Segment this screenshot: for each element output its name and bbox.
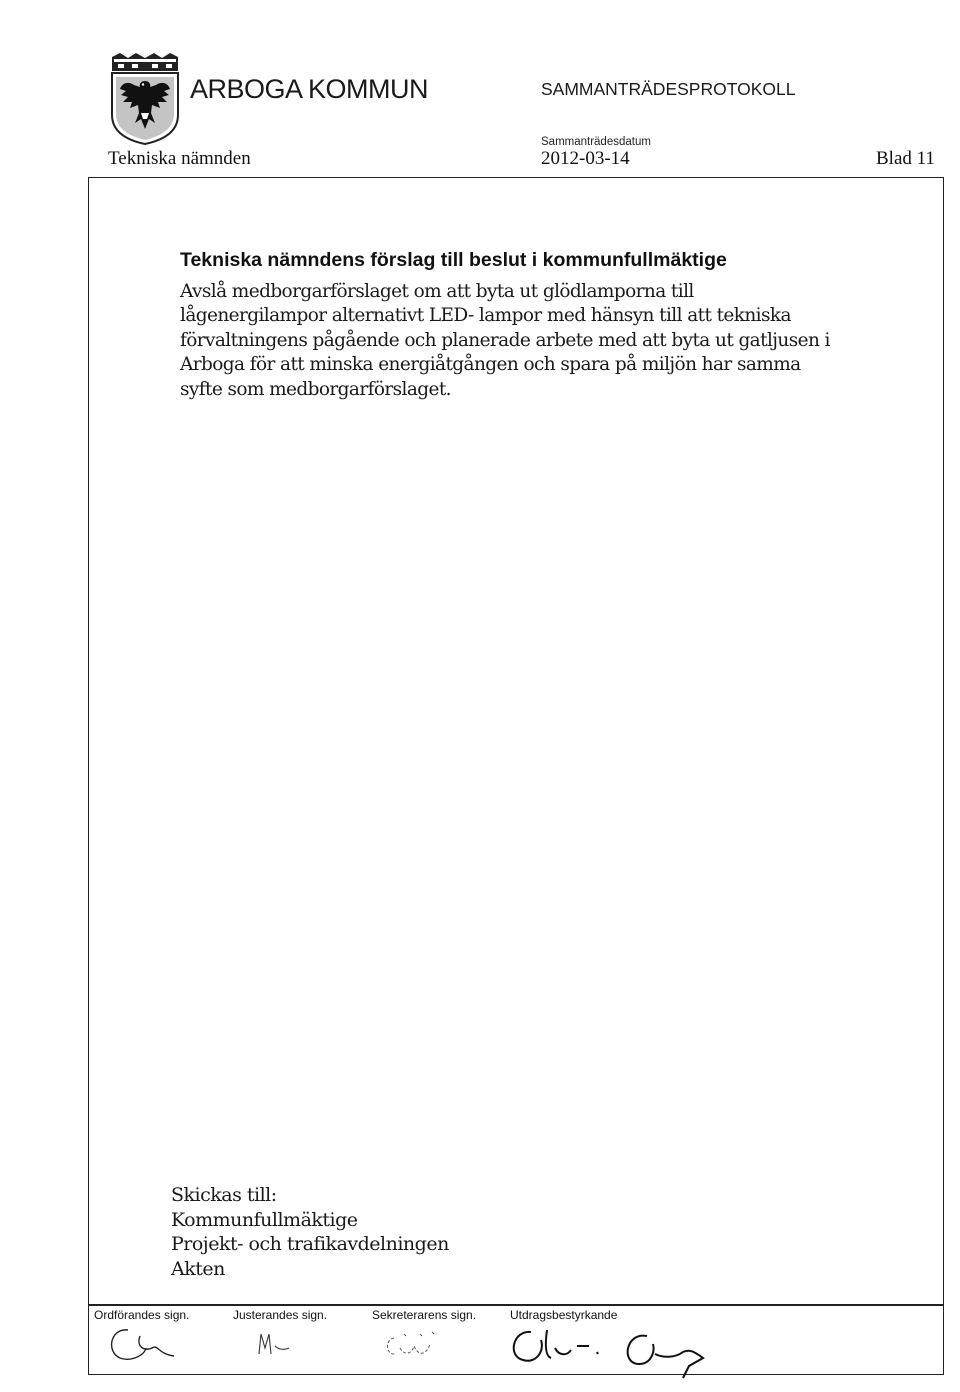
- arboga-coat-of-arms-icon: [108, 53, 182, 145]
- distribution-recipient: Kommunfullmäktige: [171, 1208, 358, 1231]
- meeting-date: 2012-03-14: [541, 148, 630, 169]
- proposal-line: förvaltningens pågående och planerade arbete med att byta ut gatljusen i: [180, 329, 830, 351]
- proposal-body: [180, 280, 860, 402]
- organization-name: ARBOGA KOMMUN: [190, 74, 429, 104]
- chair-signature-label: Ordförandes sign.: [94, 1308, 190, 1322]
- extract-certification-label: Utdragsbestyrkande: [510, 1308, 618, 1322]
- meeting-date-label: Sammanträdesdatum: [541, 136, 651, 148]
- page-number: Blad 11: [876, 148, 935, 169]
- proposal-line: lågenergilampor alternativt LED- lampor med hänsyn till att tekniska: [180, 305, 791, 327]
- adjuster-signature-label: Justerandes sign.: [233, 1308, 328, 1322]
- proposal-line: Arboga för att minska energiåtgången och spara på miljön har samma: [180, 354, 801, 376]
- adjuster-signature-scribble: [255, 1330, 315, 1360]
- proposal-line: syfte som medborgarförslaget.: [180, 378, 451, 400]
- distribution-recipient: Projekt- och trafikavdelningen: [171, 1233, 449, 1255]
- secretary-signature-scribble: [380, 1328, 450, 1364]
- secretary-signature-label: Sekreterarens sign.: [372, 1308, 477, 1322]
- department-name: Tekniska nämnden: [108, 148, 251, 169]
- document-type: SAMMANTRÄDESPROTOKOLL: [541, 79, 796, 99]
- signature-divider: [88, 1304, 944, 1306]
- distribution-list: [171, 1183, 449, 1281]
- proposal-line: Avslå medborgarförslaget om att byta ut glödlamporna till: [180, 281, 694, 302]
- chair-signature-scribble: [100, 1322, 180, 1372]
- distribution-label: Skickas till:: [171, 1184, 277, 1206]
- extract-signature-scribble: [505, 1318, 715, 1382]
- distribution-recipient: Akten: [171, 1257, 225, 1280]
- proposal-heading: Tekniska nämndens förslag till beslut i kommunfullmäktige: [180, 249, 727, 271]
